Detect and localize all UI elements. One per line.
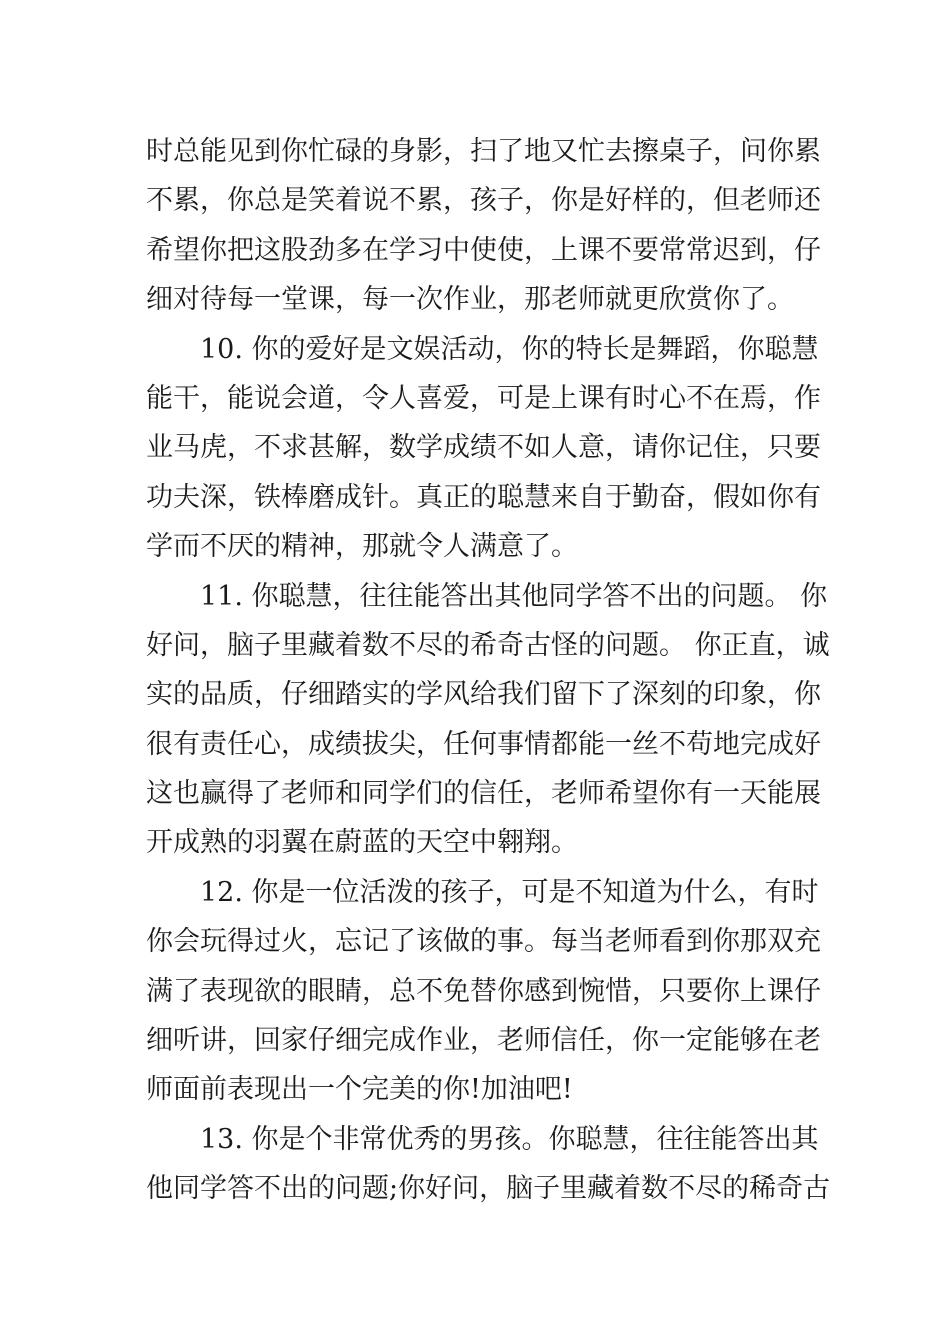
text-line: 你会玩得过火，忘记了该做的事。每当老师看到你那双充 [146, 926, 821, 958]
text-line: 希望你把这股劲多在学习中使使，上课不要常常迟到，仔 [146, 234, 821, 266]
text-line: 细对待每一堂课，每一次作业，那老师就更欣赏你了。 [146, 284, 794, 316]
paragraph-11-start: 11. 你聪慧，往往能答出其他同学答不出的问题。 你 [200, 580, 828, 612]
text-line: 细听讲，回家仔细完成作业，老师信任，你一定能够在老 [146, 1025, 821, 1057]
text-line: 很有责任心，成绩拔尖，任何事情都能一丝不苟地完成好 [146, 728, 821, 760]
text-line: 功夫深，铁棒磨成针。真正的聪慧来自于勤奋，假如你有 [146, 481, 821, 513]
paragraph-12-start: 12. 你是一位活泼的孩子，可是不知道为什么，有时 [200, 876, 819, 908]
document-body [146, 127, 831, 1214]
text-line: 好问，脑子里藏着数不尽的希奇古怪的问题。 你正直，诚 [146, 629, 830, 661]
paragraph-10-start: 10. 你的爱好是文娱活动，你的特长是舞蹈，你聪慧 [200, 333, 819, 365]
text-line: 这也赢得了老师和同学们的信任，老师希望你有一天能展 [146, 778, 821, 810]
text-line: 学而不厌的精神，那就令人满意了。 [146, 531, 578, 563]
text-line: 他同学答不出的问题;你好问，脑子里藏着数不尽的稀奇古 [146, 1173, 831, 1205]
text-line: 业马虎，不求甚解，数学成绩不如人意，请你记住，只要 [146, 432, 821, 464]
text-line: 能干，能说会道，令人喜爱，可是上课有时心不在焉，作 [146, 382, 821, 414]
text-line: 不累，你总是笑着说不累，孩子，你是好样的，但老师还 [146, 185, 821, 217]
text-line: 时总能见到你忙碌的身影，扫了地又忙去擦桌子，问你累 [146, 136, 821, 167]
text-line: 开成熟的羽翼在蔚蓝的天空中翱翔。 [146, 827, 578, 859]
text-line: 满了表现欲的眼睛，总不免替你感到惋惜，只要你上课仔 [146, 975, 821, 1007]
text-line: 师面前表现出一个完美的你!加油吧! [146, 1074, 573, 1106]
text-line: 实的品质，仔细踏实的学风给我们留下了深刻的印象，你 [146, 679, 821, 711]
paragraph-13-start: 13. 你是个非常优秀的男孩。你聪慧，往往能答出其 [200, 1123, 819, 1155]
